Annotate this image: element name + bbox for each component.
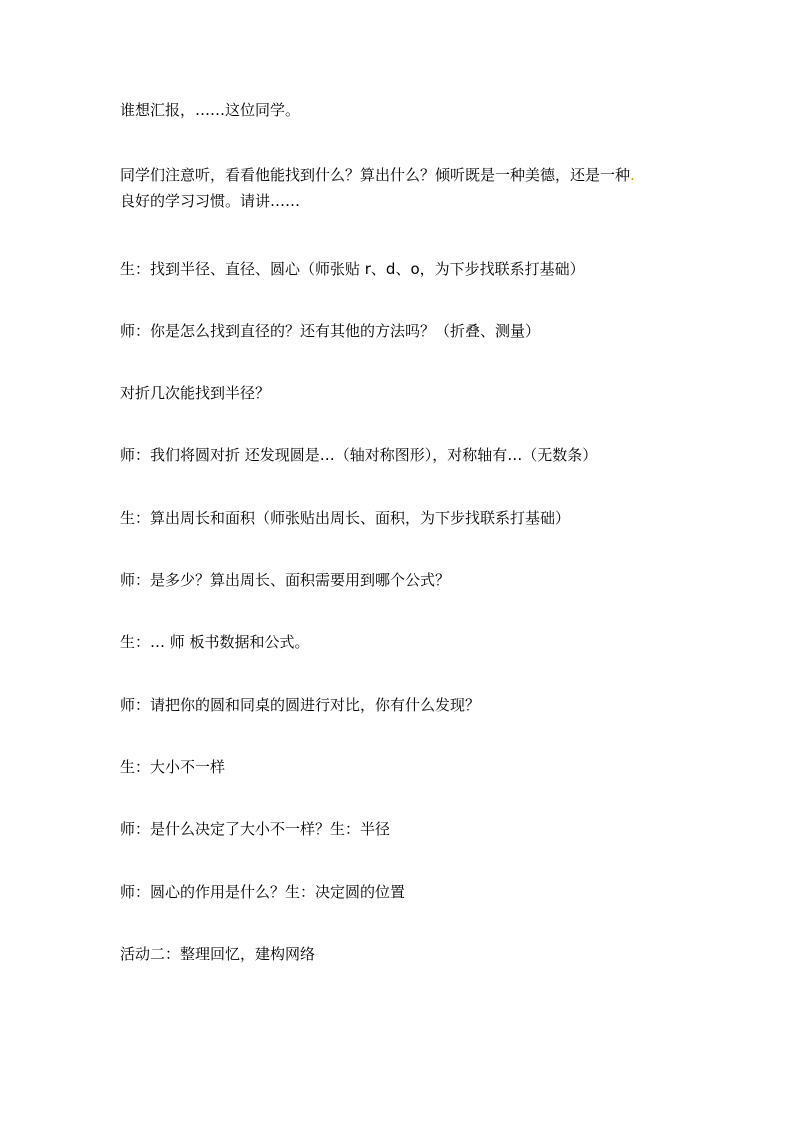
paragraph-teacher-symmetry <box>120 442 680 468</box>
highlight-dot: . <box>630 166 635 184</box>
paragraph-line-2: 良好的学习习惯。请讲…… <box>120 192 301 210</box>
paragraph-text: 生：… 师 板书数据和公式。 <box>120 633 310 651</box>
paragraph-text: 谁想汇报，……这位同学。 <box>120 101 301 119</box>
paragraph-teacher-center <box>120 879 680 905</box>
paragraph-teacher-radius <box>120 816 680 842</box>
paragraph-student-board <box>120 629 680 655</box>
paragraph-listen-advice <box>120 162 680 214</box>
paragraph-teacher-compare <box>120 692 680 718</box>
paragraph-text: 生：找到半径、直径、圆心（师张贴 r、d、o，为下步找联系打基础） <box>120 260 585 278</box>
paragraph-line-1: 同学们注意听，看看他能找到什么？算出什么？倾听既是一种美德，还是一种. <box>120 166 635 184</box>
paragraph-text: 师：请把你的圆和同桌的圆进行对比，你有什么发现？ <box>120 696 481 714</box>
paragraph-text: 师：是什么决定了大小不一样？生：半径 <box>120 820 391 838</box>
paragraph-student-find <box>120 256 680 282</box>
paragraph-text: 活动二：整理回忆，建构网络 <box>120 945 316 963</box>
paragraph-teacher-diameter <box>120 318 680 344</box>
paragraph-text: 生：算出周长和面积（师张贴出周长、面积，为下步找联系打基础） <box>120 509 571 527</box>
paragraph-teacher-formula <box>120 567 680 593</box>
paragraph-text: 师：是多少？算出周长、面积需要用到哪个公式？ <box>120 571 451 589</box>
paragraph-text: 师：你是怎么找到直径的？还有其他的方法吗？（折叠、测量） <box>120 322 541 340</box>
paragraph-student-size <box>120 754 680 780</box>
paragraph-text: 师：我们将圆对折 还发现圆是…（轴对称图形），对称轴有…（无数条） <box>120 446 598 464</box>
paragraph-fold-radius <box>120 380 680 406</box>
paragraph-text: 师：圆心的作用是什么？生：决定圆的位置 <box>120 883 406 901</box>
paragraph-text: 对折几次能找到半径？ <box>120 384 271 402</box>
paragraph-activity-two <box>120 941 680 967</box>
paragraph-text: 生：大小不一样 <box>120 758 226 776</box>
paragraph-student-calc <box>120 505 680 531</box>
paragraph-report-call <box>120 97 680 123</box>
